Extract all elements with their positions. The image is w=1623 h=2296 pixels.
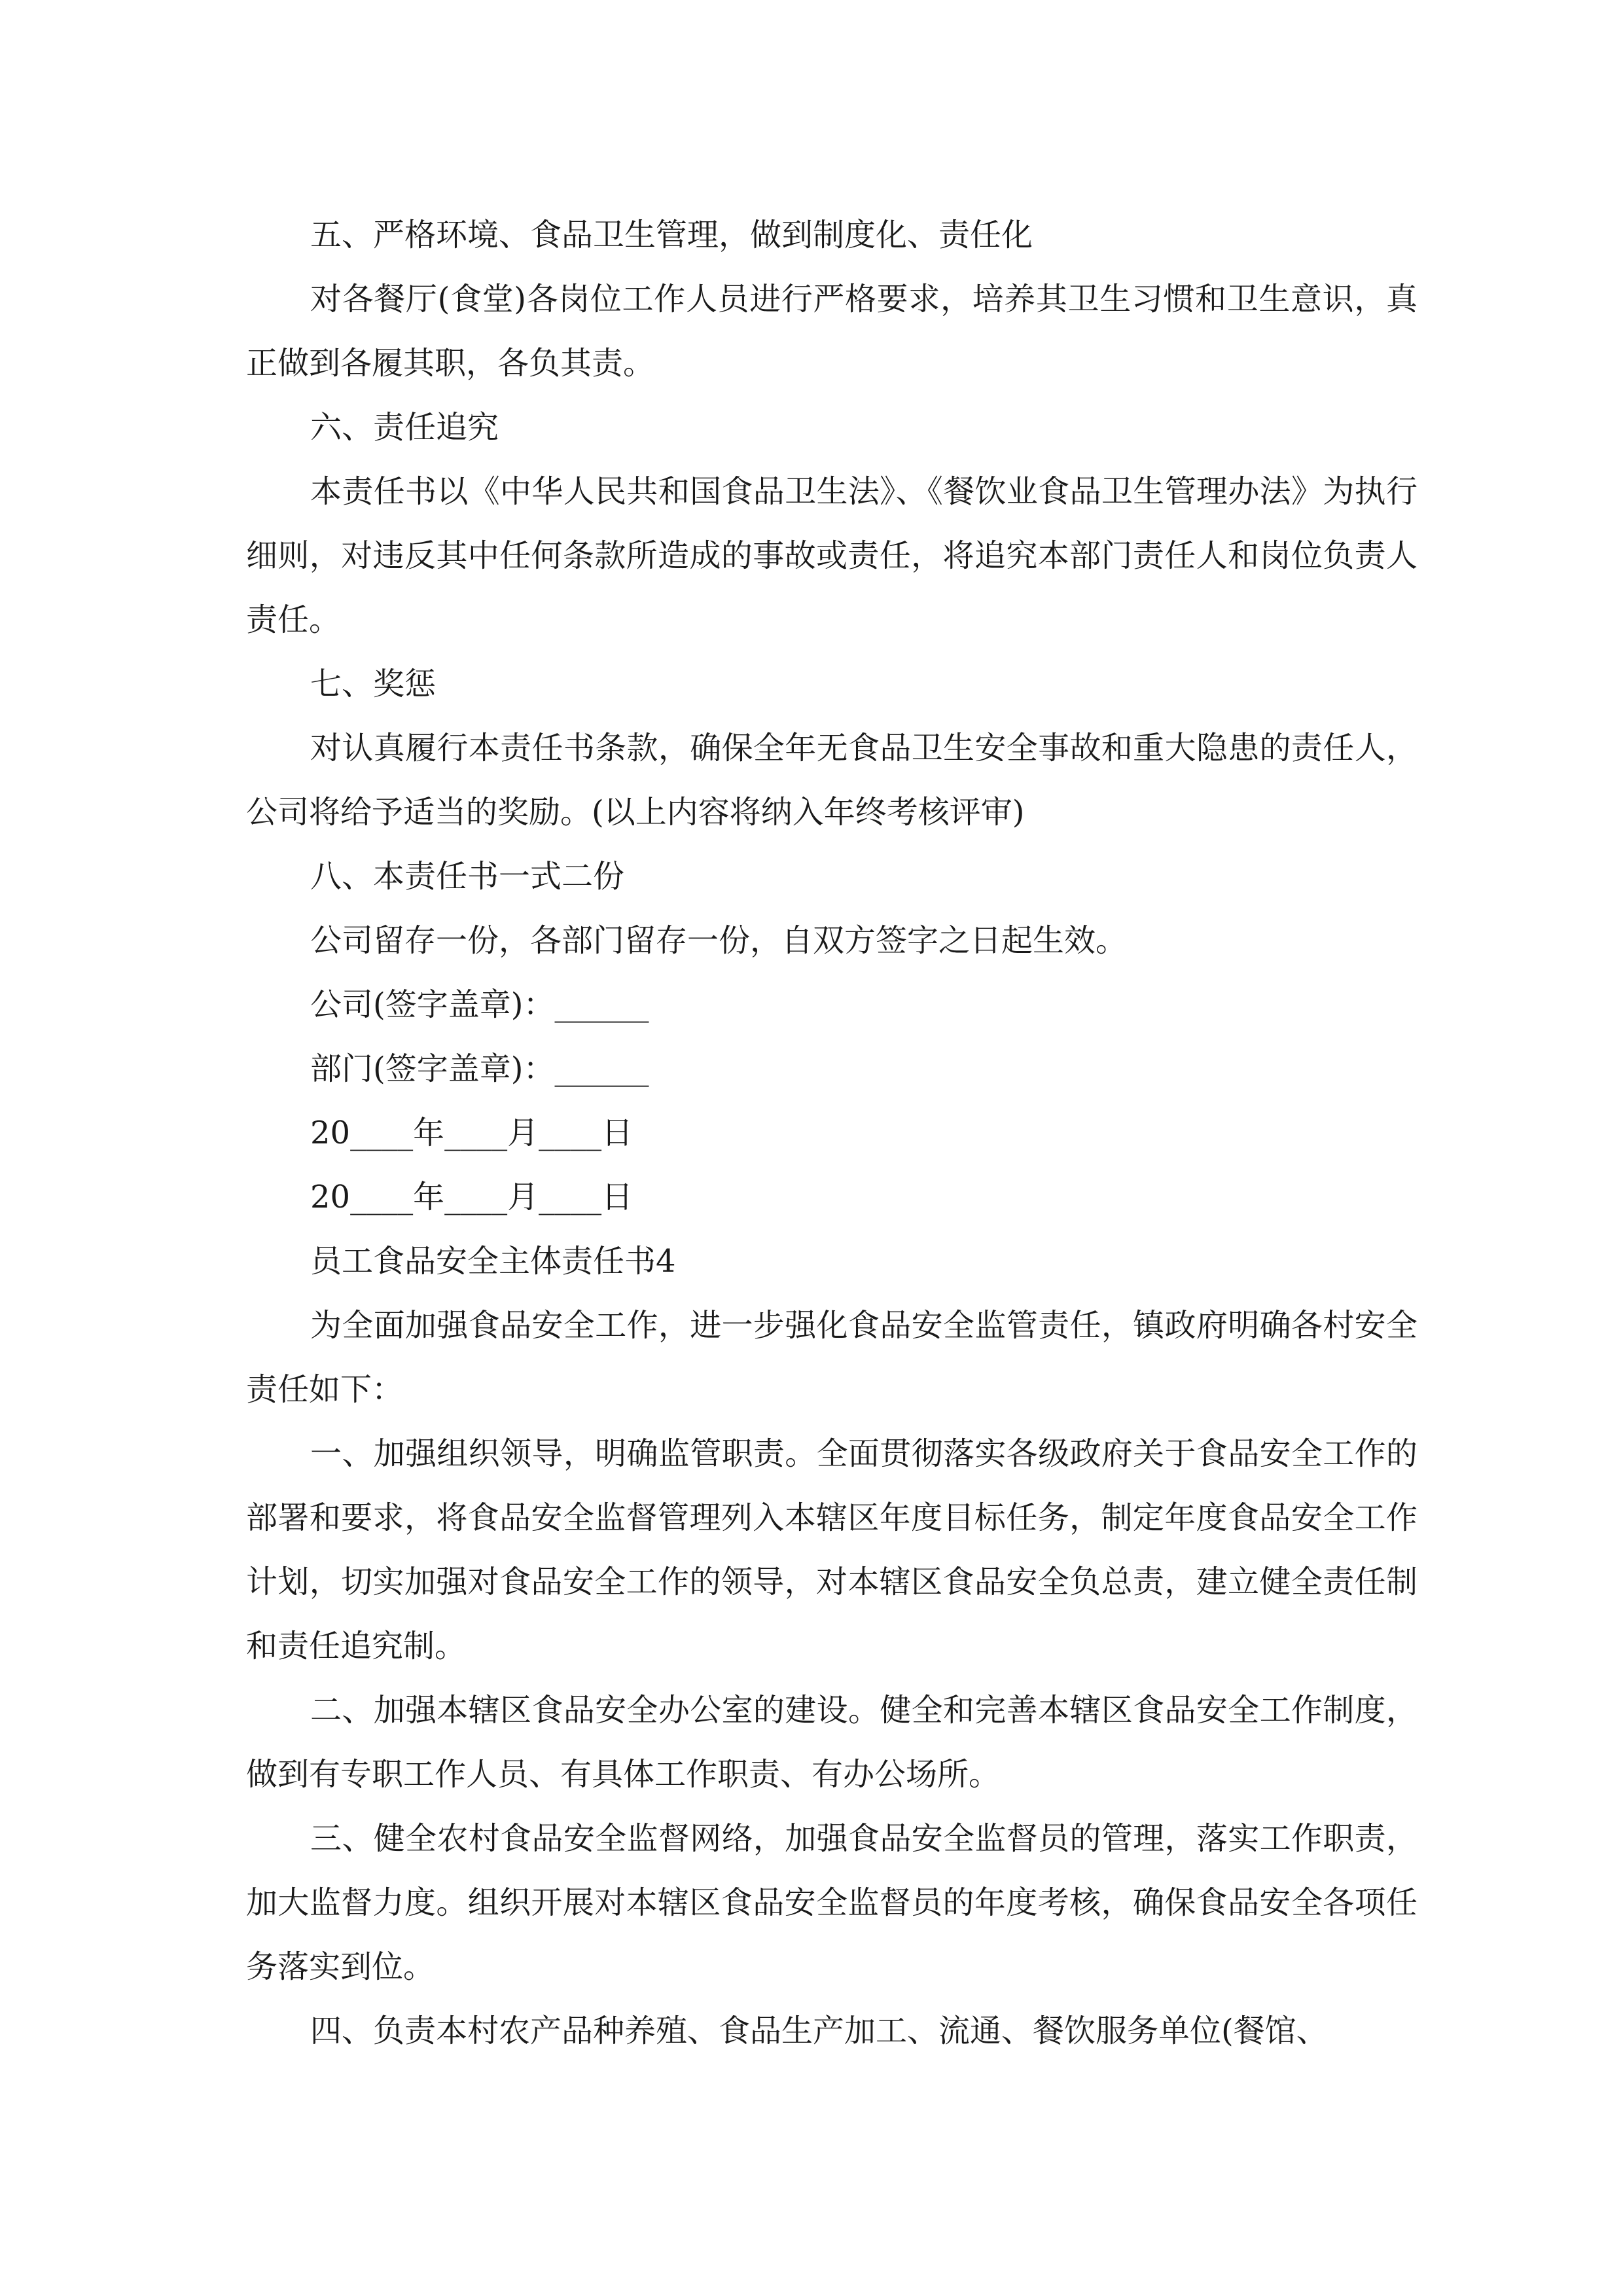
document-title: 员工食品安全主体责任书4 xyxy=(310,1243,676,1280)
paragraph: 为全面加强食品安全工作，进一步强化食品安全监管责任，镇政府明确各村安全责任如下： xyxy=(246,1307,1418,1408)
date-line: 20____年____月____日 xyxy=(310,1179,633,1215)
section-heading-7: 七、奖惩 xyxy=(310,666,437,702)
paragraph: 公司留存一份，各部门留存一份，自双方签字之日起生效。 xyxy=(310,922,1128,959)
paragraph: 对各餐厅(食堂)各岗位工作人员进行严格要求，培养其卫生习惯和卫生意识，真正做到各履其职，各负其责。 xyxy=(246,281,1418,382)
document-body xyxy=(246,203,1418,2063)
paragraph: 一、加强组织领导，明确监管职责。全面贯彻落实各级政府关于食品安全工作的部署和要求，将食品安全监督管理列入本辖区年度目标任务，制定年度食品安全工作计划，切实加强对食品安全工作的领导，对本辖区食品安全负总责，建立健全责任制和责任追究制。 xyxy=(246,1435,1418,1664)
paragraph: 二、加强本辖区食品安全办公室的建设。健全和完善本辖区食品安全工作制度，做到有专职工作人员、有具体工作职责、有办公场所。 xyxy=(246,1692,1418,1793)
section-heading-5: 五、严格环境、食品卫生管理，做到制度化、责任化 xyxy=(310,217,1033,253)
department-signature-line: 部门(签字盖章)：______ xyxy=(310,1050,649,1087)
paragraph: 本责任书以《中华人民共和国食品卫生法》、《餐饮业食品卫生管理办法》为执行细则，对违反其中任何条款所造成的事故或责任，将追究本部门责任人和岗位负责人责任。 xyxy=(246,473,1418,638)
paragraph: 对认真履行本责任书条款，确保全年无食品卫生安全事故和重大隐患的责任人，公司将给予适当的奖励。(以上内容将纳入年终考核评审) xyxy=(246,730,1418,831)
paragraph: 三、健全农村食品安全监督网络，加强食品安全监督员的管理，落实工作职责，加大监督力度。组织开展对本辖区食品安全监督员的年度考核，确保食品安全各项任务落实到位。 xyxy=(246,1820,1418,1985)
date-line: 20____年____月____日 xyxy=(310,1115,633,1151)
company-signature-line: 公司(签字盖章)：______ xyxy=(310,986,649,1023)
section-heading-6: 六、责任追究 xyxy=(310,409,499,446)
section-heading-8: 八、本责任书一式二份 xyxy=(310,858,625,895)
paragraph: 四、负责本村农产品种养殖、食品生产加工、流通、餐饮服务单位(餐馆、 xyxy=(310,2013,1328,2049)
